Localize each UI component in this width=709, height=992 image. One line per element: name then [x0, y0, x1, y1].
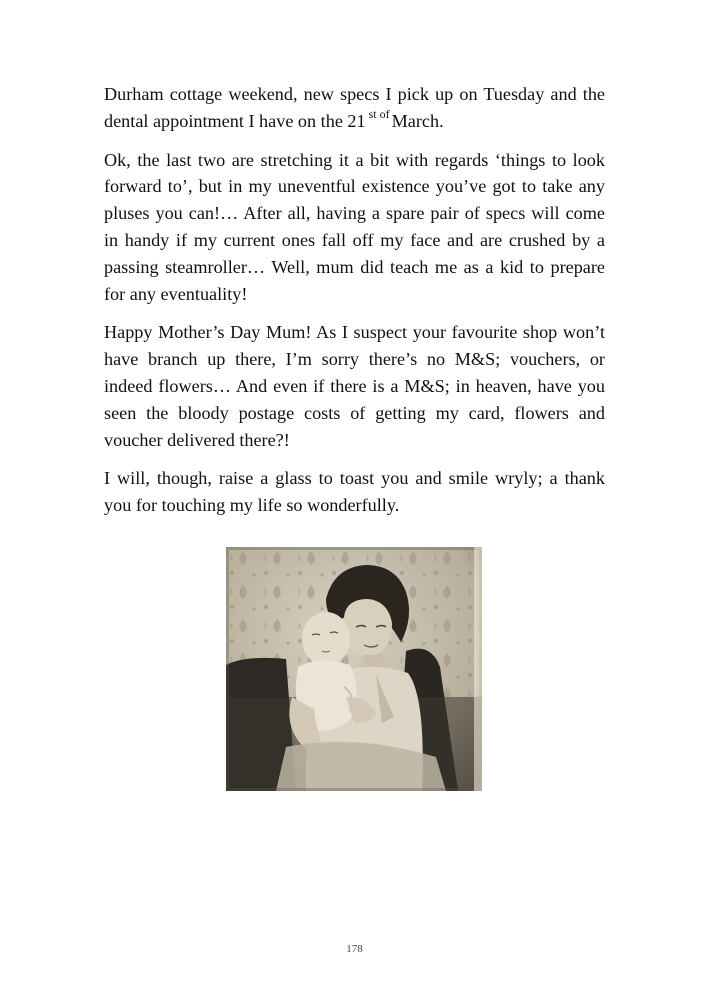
paragraph-1-end: March.	[391, 110, 444, 131]
ordinal-superscript: st of	[368, 106, 390, 121]
paragraph-1-text: Durham cottage weekend, new specs I pick up on Tuesday and the dental appointment I have on the 21	[104, 84, 605, 131]
paragraph-4: I will, though, raise a glass to toast you and smile wryly; a thank you for touching my life so wonderfully.	[104, 468, 605, 516]
page-number: 178	[346, 943, 363, 955]
body-text	[104, 81, 605, 531]
paragraph-3: Happy Mother’s Day Mum! As I suspect your favourite shop won’t have branch up there, I’m sorry there’s no M&S; vouchers, or indeed flowers… And even if there is a M&S; in heaven, have you seen the bloody postage costs of getting my card, flowers and voucher delivered there?!	[104, 322, 605, 450]
vintage-photo	[226, 547, 482, 791]
paragraph-2: Ok, the last two are stretching it a bit with regards ‘things to look forward to’, but in my uneventful existence you’ve got to take any pluses you can!… After all, having a spare pair of specs will come in handy if my current ones fall off my face and are crushed by a passing steamroller… Well, mum did teach me as a kid to prepare for any eventuality!	[104, 149, 605, 304]
paragraph-1	[104, 81, 605, 135]
photo-illustration	[226, 547, 482, 791]
